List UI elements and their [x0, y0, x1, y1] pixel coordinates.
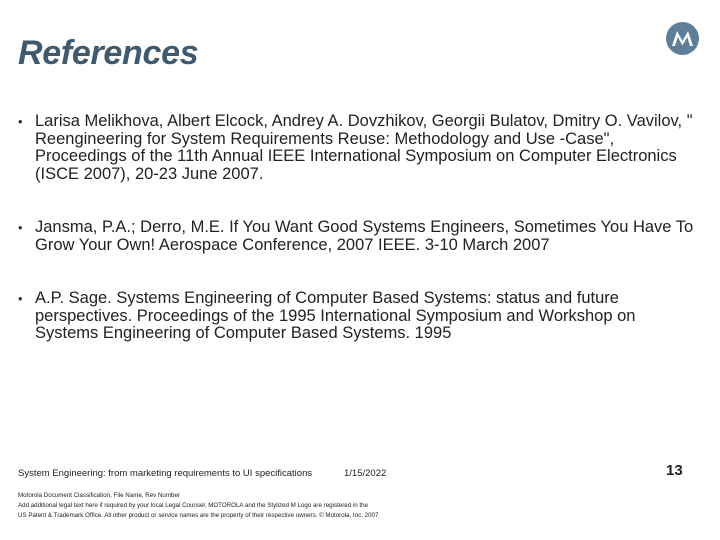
reference-item	[18, 219, 698, 254]
reference-text: Larisa Melikhova, Albert Elcock, Andrey A. Dovzhikov, Georgii Bulatov, Dmitry O. Vavilov, " Reengineering for System Requirements Reuse: Methodology and Use -Case", Proceedings of the 11th Annual IEEE International Symposium on Computer Electronics (ISCE 2007), 20-23 June 2007.	[35, 112, 693, 183]
reference-text: A.P. Sage. Systems Engineering of Computer Based Systems: status and future perspectives. Proceedings of the 1995 International Symposium and Workshop on Systems Engineering of Computer Based Systems. 1995	[35, 289, 636, 342]
legal-line: US Patent & Trademark Office. All other product or service names are the property of their respective owners. © Motorola, Inc. 2007	[18, 512, 379, 519]
reference-item	[18, 113, 698, 183]
reference-text: Jansma, P.A.; Derro, M.E. If You Want Good Systems Engineers, Sometimes You Have To Grow Your Own! Aerospace Conference, 2007 IEEE. 3-10 March 2007	[35, 218, 694, 254]
slide-title: References	[18, 34, 199, 72]
legal-line: Add additional legal text here if required by your local Legal Counsel. MOTOROLA and the Stylized M Logo are registered in the	[18, 502, 369, 509]
references-list	[18, 113, 698, 379]
reference-item	[18, 290, 698, 343]
bullet: •	[18, 114, 23, 129]
motorola-m-logo-icon	[666, 22, 699, 55]
footer-presentation-title: System Engineering: from marketing requirements to UI specifications	[18, 468, 313, 479]
bullet: •	[18, 220, 23, 235]
page-number: 13	[666, 462, 683, 479]
legal-line: Motorola Document Classification, File Name, Rev Number	[18, 492, 180, 499]
legal-notice	[18, 491, 578, 521]
footer-date: 1/15/2022	[344, 468, 387, 479]
bullet: •	[18, 291, 23, 306]
